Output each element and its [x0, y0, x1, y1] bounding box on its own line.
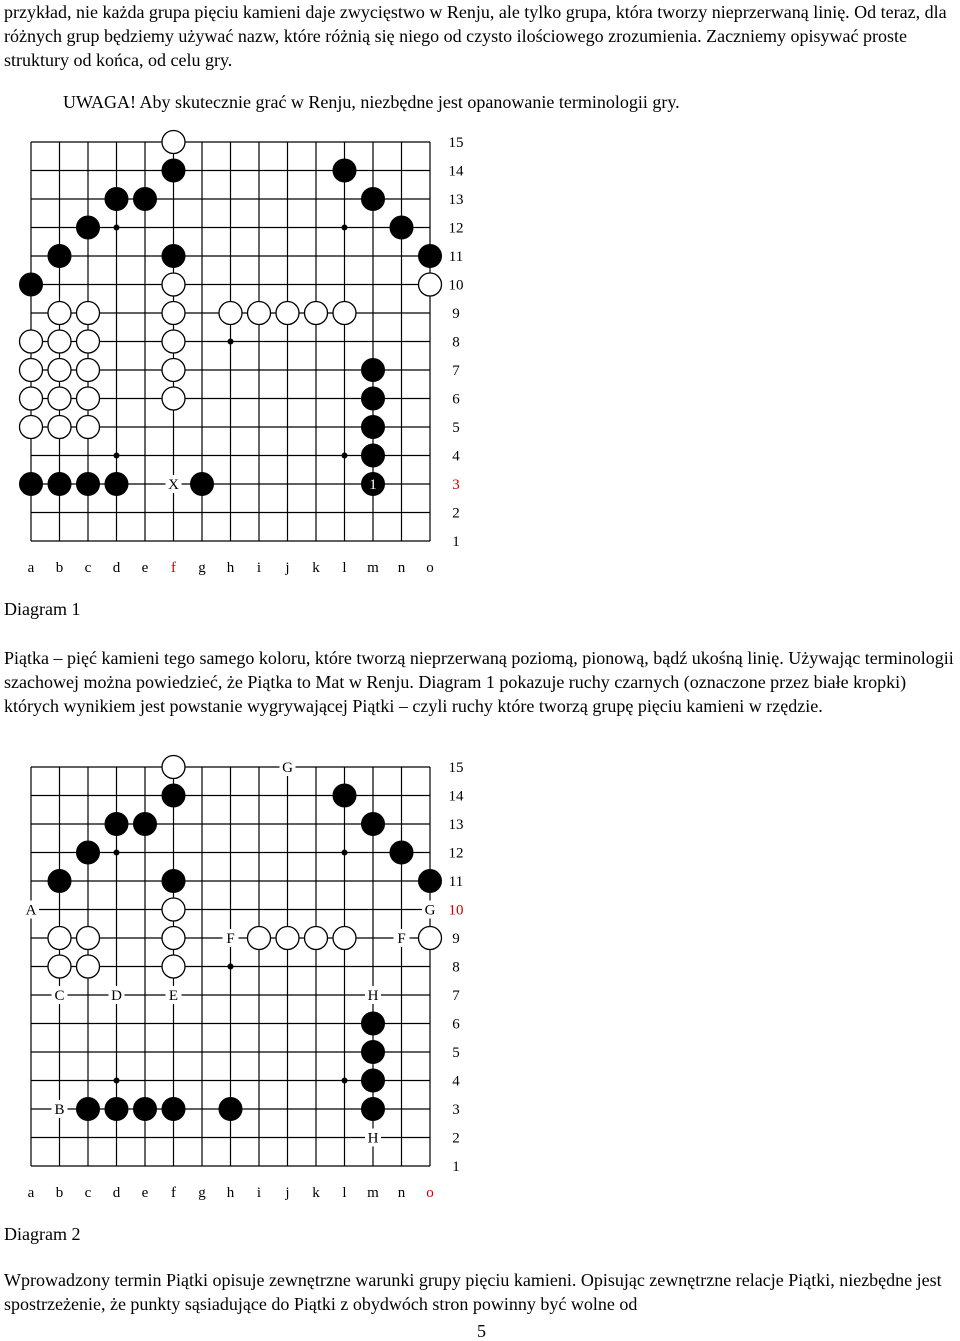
row-label-15: 15	[448, 760, 464, 776]
renju-board-diagram-2	[0, 752, 480, 1212]
star-point	[114, 1078, 120, 1084]
col-label-l: l	[342, 560, 347, 576]
point-label-x: X	[168, 477, 179, 493]
row-label-4: 4	[452, 1073, 460, 1090]
col-label-d: d	[112, 1185, 121, 1201]
row-label-5: 5	[452, 420, 460, 436]
row-label-11: 11	[448, 874, 464, 890]
black-stone	[362, 416, 385, 439]
black-stone	[134, 813, 157, 836]
point-label-f: F	[226, 931, 235, 947]
black-stone	[77, 1098, 100, 1121]
black-stone	[48, 870, 71, 893]
row-label-5: 5	[452, 1045, 460, 1061]
white-stone	[77, 302, 100, 325]
white-stone	[162, 955, 185, 978]
star-point	[114, 225, 120, 231]
point-label-c: C	[54, 988, 65, 1004]
row-label-2: 2	[452, 505, 460, 522]
black-stone	[362, 813, 385, 836]
white-stone	[77, 416, 100, 439]
white-stone	[305, 302, 328, 325]
white-stone	[48, 387, 71, 410]
white-stone	[276, 927, 299, 950]
point-label-h: H	[367, 1130, 379, 1147]
col-label-o: o	[426, 1185, 434, 1201]
row-label-14: 14	[448, 163, 464, 180]
black-stone	[390, 841, 413, 864]
white-stone	[162, 927, 185, 950]
diagram-2-caption: Diagram 2	[4, 1224, 81, 1244]
col-label-c: c	[84, 1185, 92, 1201]
col-label-i: i	[256, 1185, 262, 1201]
col-label-c: c	[84, 560, 92, 576]
black-stone	[134, 1098, 157, 1121]
black-stone	[77, 841, 100, 864]
star-point	[342, 225, 348, 231]
col-label-f: f	[171, 560, 176, 576]
black-stone	[191, 473, 214, 496]
black-stone	[162, 784, 185, 807]
white-stone	[20, 387, 43, 410]
black-stone	[20, 473, 43, 496]
star-point	[342, 453, 348, 459]
white-stone	[162, 273, 185, 296]
row-label-6: 6	[452, 1016, 460, 1033]
row-label-7: 7	[452, 363, 460, 379]
black-stone	[134, 188, 157, 211]
black-stone	[362, 444, 385, 467]
white-stone	[48, 302, 71, 325]
black-stone	[162, 870, 185, 893]
white-stone	[77, 955, 100, 978]
star-point	[114, 850, 120, 856]
row-label-8: 8	[452, 959, 460, 976]
white-stone	[20, 330, 43, 353]
black-stone	[362, 359, 385, 382]
row-label-7: 7	[452, 988, 460, 1004]
white-stone	[162, 387, 185, 410]
black-stone	[48, 473, 71, 496]
black-stone	[419, 245, 442, 268]
diagram-1-caption: Diagram 1	[4, 599, 81, 619]
black-stone	[77, 216, 100, 239]
black-stone	[333, 159, 356, 182]
row-label-13: 13	[448, 192, 464, 208]
row-label-11: 11	[448, 249, 464, 265]
star-point	[342, 1078, 348, 1084]
row-label-8: 8	[452, 334, 460, 351]
black-stone	[105, 813, 128, 836]
point-label-a: A	[25, 902, 37, 919]
row-label-6: 6	[452, 391, 460, 408]
black-stone	[419, 870, 442, 893]
row-label-12: 12	[448, 845, 464, 862]
row-label-1: 1	[452, 534, 460, 550]
point-label-b: B	[54, 1102, 65, 1118]
black-stone	[77, 473, 100, 496]
white-stone	[48, 927, 71, 950]
col-label-e: e	[141, 1185, 149, 1201]
intro-paragraph: przykład, nie każda grupa pięciu kamieni daje zwycięstwo w Renju, ale tylko grupa, która tworzy nieprzerwaną linię. Od teraz, dla różnych grup będziemy używać nazw, które różnią się niego od czysto ilościowego zrozumienia. Zaczniemy opisywać proste struktury od końca, od celu gry.	[4, 2, 947, 70]
white-stone	[162, 898, 185, 921]
col-label-o: o	[426, 560, 434, 576]
white-stone	[333, 927, 356, 950]
point-label-g: G	[424, 902, 436, 919]
col-label-k: k	[312, 1185, 320, 1201]
col-label-f: f	[171, 1185, 176, 1201]
white-stone	[20, 359, 43, 382]
white-stone	[162, 330, 185, 353]
col-label-h: h	[226, 1185, 235, 1201]
white-stone	[48, 359, 71, 382]
col-label-h: h	[226, 560, 235, 576]
point-label-1: 1	[369, 477, 377, 493]
col-label-a: a	[27, 560, 35, 576]
col-label-i: i	[256, 560, 262, 576]
white-stone	[162, 131, 185, 154]
black-stone	[20, 273, 43, 296]
white-stone	[419, 927, 442, 950]
row-label-4: 4	[452, 448, 460, 465]
white-stone	[77, 927, 100, 950]
black-stone	[362, 1041, 385, 1064]
black-stone	[362, 1012, 385, 1035]
row-label-10: 10	[448, 902, 464, 919]
white-stone	[333, 302, 356, 325]
point-label-g: G	[282, 760, 293, 776]
col-label-b: b	[55, 1185, 64, 1201]
black-stone	[219, 1098, 242, 1121]
col-label-g: g	[198, 560, 206, 576]
row-label-9: 9	[452, 306, 460, 322]
piatka-definition-paragraph: Piątka – pięć kamieni tego samego koloru, które tworzą nieprzerwaną poziomą, pionową, bądź ukośną linię. Używając terminologii szachowej można powiedzieć, że Piątka to Mat w Renju. Diagram 1 pokazuje ruchy czarnych (oznaczone przez białe kropki) których wynikiem jest powstanie wygrywającej Piątki – czyli ruchy które tworzą grupę pięciu kamieni w rzędzie.	[4, 648, 954, 716]
col-label-m: m	[367, 560, 379, 576]
black-stone	[362, 188, 385, 211]
point-label-h: H	[367, 988, 379, 1004]
col-label-j: j	[285, 560, 290, 576]
col-label-g: g	[198, 1185, 206, 1201]
row-label-1: 1	[452, 1159, 460, 1175]
col-label-n: n	[397, 560, 406, 576]
black-stone	[362, 387, 385, 410]
white-stone	[219, 302, 242, 325]
white-stone	[276, 302, 299, 325]
col-label-l: l	[342, 1185, 347, 1201]
white-stone	[48, 416, 71, 439]
white-stone	[248, 927, 271, 950]
black-stone	[362, 1098, 385, 1121]
uwaga-note: UWAGA! Aby skutecznie grać w Renju, niezbędne jest opanowanie terminologii gry.	[63, 92, 680, 112]
col-label-k: k	[312, 560, 320, 576]
point-label-d: D	[111, 988, 122, 1004]
col-label-b: b	[55, 560, 64, 576]
white-stone	[77, 387, 100, 410]
star-point	[114, 453, 120, 459]
col-label-m: m	[367, 1185, 379, 1201]
row-label-2: 2	[452, 1130, 460, 1147]
col-label-j: j	[285, 1185, 290, 1201]
col-label-a: a	[27, 1185, 35, 1201]
row-label-12: 12	[448, 220, 464, 237]
row-label-3: 3	[452, 1102, 460, 1118]
black-stone	[162, 245, 185, 268]
white-stone	[305, 927, 328, 950]
row-label-3: 3	[452, 477, 460, 493]
black-stone	[105, 473, 128, 496]
row-label-14: 14	[448, 788, 464, 805]
star-point	[342, 850, 348, 856]
row-label-15: 15	[448, 135, 464, 151]
black-stone	[390, 216, 413, 239]
star-point	[228, 964, 234, 970]
white-stone	[248, 302, 271, 325]
white-stone	[162, 302, 185, 325]
bottom-paragraph: Wprowadzony termin Piątki opisuje zewnętrzne warunki grupy pięciu kamieni. Opisując zewnętrzne relacje Piątki, niezbędne jest spostrzeżenie, że punkty sąsiadujące do Piątki z obydwóch stron powinny być wolne od	[4, 1270, 942, 1314]
black-stone	[333, 784, 356, 807]
black-stone	[48, 245, 71, 268]
point-label-f: F	[397, 931, 406, 947]
white-stone	[162, 756, 185, 779]
row-label-9: 9	[452, 931, 460, 947]
black-stone	[162, 159, 185, 182]
row-label-13: 13	[448, 817, 464, 833]
white-stone	[77, 359, 100, 382]
row-label-10: 10	[448, 277, 464, 294]
white-stone	[162, 359, 185, 382]
black-stone	[105, 188, 128, 211]
white-stone	[419, 273, 442, 296]
col-label-e: e	[141, 560, 149, 576]
black-stone	[105, 1098, 128, 1121]
black-stone	[162, 1098, 185, 1121]
page-number: 5	[477, 1321, 486, 1341]
white-stone	[48, 330, 71, 353]
white-stone	[77, 330, 100, 353]
black-stone	[362, 1069, 385, 1092]
point-label-e: E	[168, 988, 179, 1004]
renju-board-diagram-1	[0, 128, 480, 588]
star-point	[228, 339, 234, 345]
white-stone	[20, 416, 43, 439]
col-label-d: d	[112, 560, 121, 576]
col-label-n: n	[397, 1185, 406, 1201]
white-stone	[48, 955, 71, 978]
